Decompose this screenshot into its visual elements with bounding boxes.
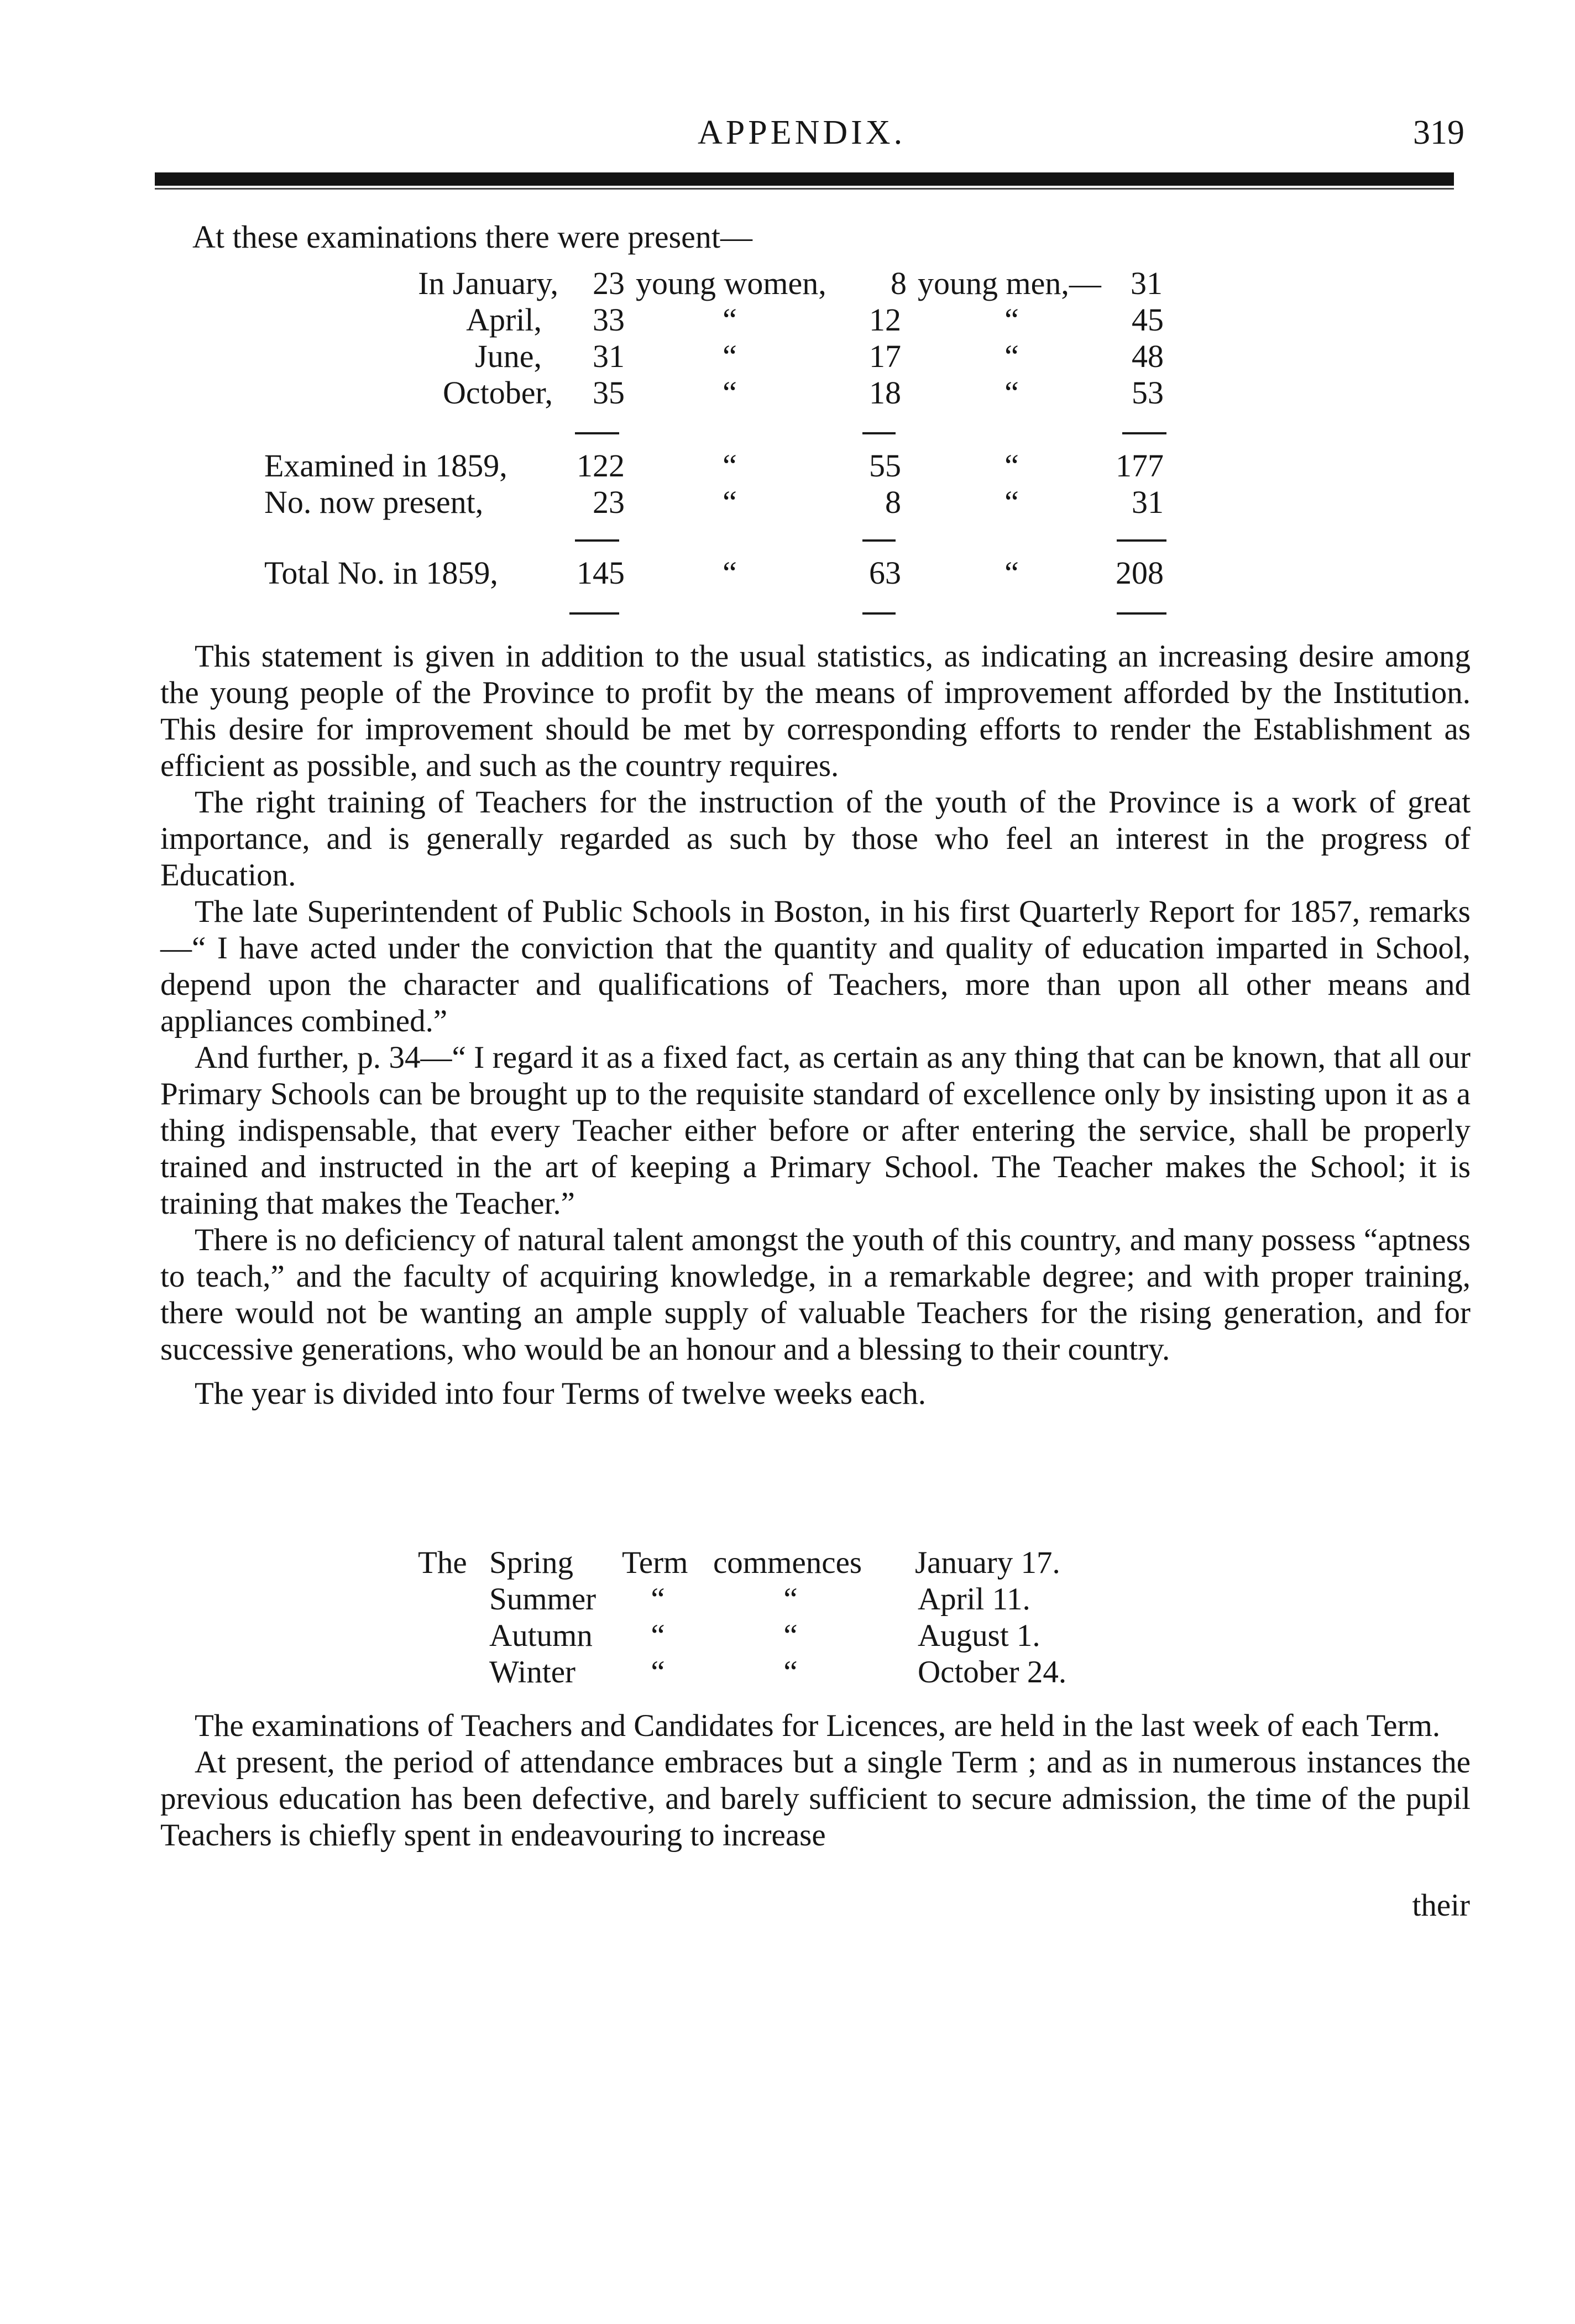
- women-count: 35: [593, 375, 625, 411]
- sum-rule: [1117, 612, 1166, 615]
- ditto-mark: “: [723, 448, 737, 484]
- catchword: their: [1412, 1888, 1470, 1923]
- sum-rule: [575, 432, 619, 434]
- women-count: 23: [593, 265, 625, 301]
- page-title: APPENDIX.: [698, 114, 906, 151]
- ditto-mark: “: [1004, 484, 1019, 520]
- paragraph: There is no deficiency of natural talent amongst the youth of this country, and many possess “aptness to teach,” and the faculty of acquiring knowledge, in a remarkable degree; and with proper training, there would not be wanting an ample supply of valuable Teachers for the rising generation, and for successive generations, who would be an honour and a blessing to their country.: [160, 1223, 1471, 1367]
- term-date: October 24.: [918, 1655, 1067, 1690]
- table-intro: At these examinations there were present—: [192, 219, 753, 255]
- term-date: April 11.: [918, 1582, 1030, 1617]
- ditto-mark: “: [723, 555, 737, 591]
- ditto-mark: “: [783, 1618, 798, 1653]
- sum-rule: [575, 539, 619, 542]
- men-count: 18: [869, 375, 901, 411]
- row-total: 53: [1132, 375, 1164, 411]
- ditto-mark: “: [723, 302, 737, 338]
- paragraph: The late Superintendent of Public Schools in Boston, in his first Quarterly Report for 1857, remarks—“ I have acted under the conviction that the quantity and quality of education imparted in School, depend upon the character and qualifications of Teachers, more than upon all other means and appliances combined.”: [160, 894, 1471, 1038]
- women-count: 31: [593, 338, 625, 374]
- women-count: 33: [593, 302, 625, 338]
- women-count: 145: [577, 555, 625, 591]
- ditto-mark: “: [723, 375, 737, 411]
- ditto-mark: “: [783, 1655, 798, 1690]
- row-total: 48: [1132, 338, 1164, 374]
- paragraph: And further, p. 34—“ I regard it as a fixed fact, as certain as any thing that can be known, that all our Primary Schools can be brought up to the requisite standard of excellence only by insisting upon it as a thing indispensable, that every Teacher either before or after entering the service, shall be properly trained and instructed in the art of keeping a Primary School. The Teacher makes the School; it is training that makes the Teacher.”: [160, 1040, 1471, 1221]
- sum-rule: [569, 612, 619, 615]
- women-label: young women,: [636, 265, 826, 301]
- term-name: Summer: [489, 1582, 596, 1617]
- row-total: 177: [1116, 448, 1164, 484]
- terms-intro: The year is divided into four Terms of twelve weeks each.: [195, 1376, 926, 1411]
- paragraph: At present, the period of attendance embraces but a single Term ; and as in numerous instances the previous education has been defective, and barely sufficient to secure admission, the time of the pupil Teachers is chiefly spent in endeavouring to increase: [160, 1745, 1471, 1853]
- row-total: 208: [1116, 555, 1164, 591]
- row-total: 31: [1131, 265, 1163, 301]
- row-label: Examined in 1859,: [264, 448, 507, 484]
- sum-rule: [862, 539, 896, 542]
- row-label: In January,: [418, 265, 558, 301]
- term-row: [0, 1618, 1575, 1654]
- paragraph: This statement is given in addition to the usual statistics, as indicating an increasing desire among the young people of the Province to profit by the means of improvement afforded by the Institution. This desire for improvement should be met by corresponding efforts to render the Establishment as efficient as possible, and such as the country requires.: [160, 639, 1471, 783]
- term-date: January 17.: [915, 1545, 1060, 1580]
- term-name: Spring: [489, 1545, 574, 1580]
- row-label: No. now present,: [264, 484, 484, 520]
- row-total: 45: [1132, 302, 1164, 338]
- paragraph: The right training of Teachers for the instruction of the youth of the Province is a work of great importance, and is generally regarded as such by those who feel an interest in the progress of Education.: [160, 785, 1471, 893]
- sum-rule: [1122, 432, 1166, 434]
- row-label: April,: [466, 302, 542, 338]
- sum-rule: [862, 612, 896, 615]
- ditto-mark: “: [1004, 302, 1019, 338]
- men-count: 55: [869, 448, 901, 484]
- term-verb: commences: [713, 1545, 862, 1580]
- term-prefix: The: [418, 1545, 467, 1580]
- page-number: 319: [1413, 114, 1464, 151]
- ditto-mark: “: [651, 1618, 665, 1653]
- term-word: Term: [622, 1545, 688, 1580]
- ditto-mark: “: [723, 484, 737, 520]
- sum-rule: [862, 432, 896, 434]
- term-row: [0, 1581, 1575, 1618]
- row-total: 31: [1132, 484, 1164, 520]
- ditto-mark: “: [1004, 338, 1019, 374]
- term-row: [0, 1654, 1575, 1691]
- men-count: 63: [869, 555, 901, 591]
- ditto-mark: “: [783, 1582, 798, 1617]
- term-name: Autumn: [489, 1618, 593, 1653]
- women-count: 122: [577, 448, 625, 484]
- row-label: Total No. in 1859,: [264, 555, 498, 591]
- row-label: October,: [443, 375, 553, 411]
- ditto-mark: “: [1004, 448, 1019, 484]
- header-rule: [155, 172, 1454, 186]
- men-label: young men,—: [918, 265, 1101, 301]
- closing-text: [160, 1708, 1471, 1854]
- ditto-mark: “: [723, 338, 737, 374]
- row-label: June,: [475, 338, 542, 374]
- term-row: [0, 1545, 1575, 1581]
- men-count: 8: [891, 265, 907, 301]
- ditto-mark: “: [1004, 375, 1019, 411]
- men-count: 17: [869, 338, 901, 374]
- men-count: 8: [885, 484, 901, 520]
- paragraph: The examinations of Teachers and Candidates for Licences, are held in the last week of each Term.: [195, 1708, 1441, 1743]
- ditto-mark: “: [1004, 555, 1019, 591]
- women-count: 23: [593, 484, 625, 520]
- header-rule-thin: [155, 188, 1454, 190]
- men-count: 12: [869, 302, 901, 338]
- terms-schedule: [0, 1545, 1575, 1691]
- ditto-mark: “: [651, 1655, 665, 1690]
- ditto-mark: “: [651, 1582, 665, 1617]
- sum-rule: [1117, 539, 1166, 542]
- term-name: Winter: [489, 1655, 575, 1690]
- term-date: August 1.: [918, 1618, 1040, 1653]
- body-text: [160, 638, 1471, 1412]
